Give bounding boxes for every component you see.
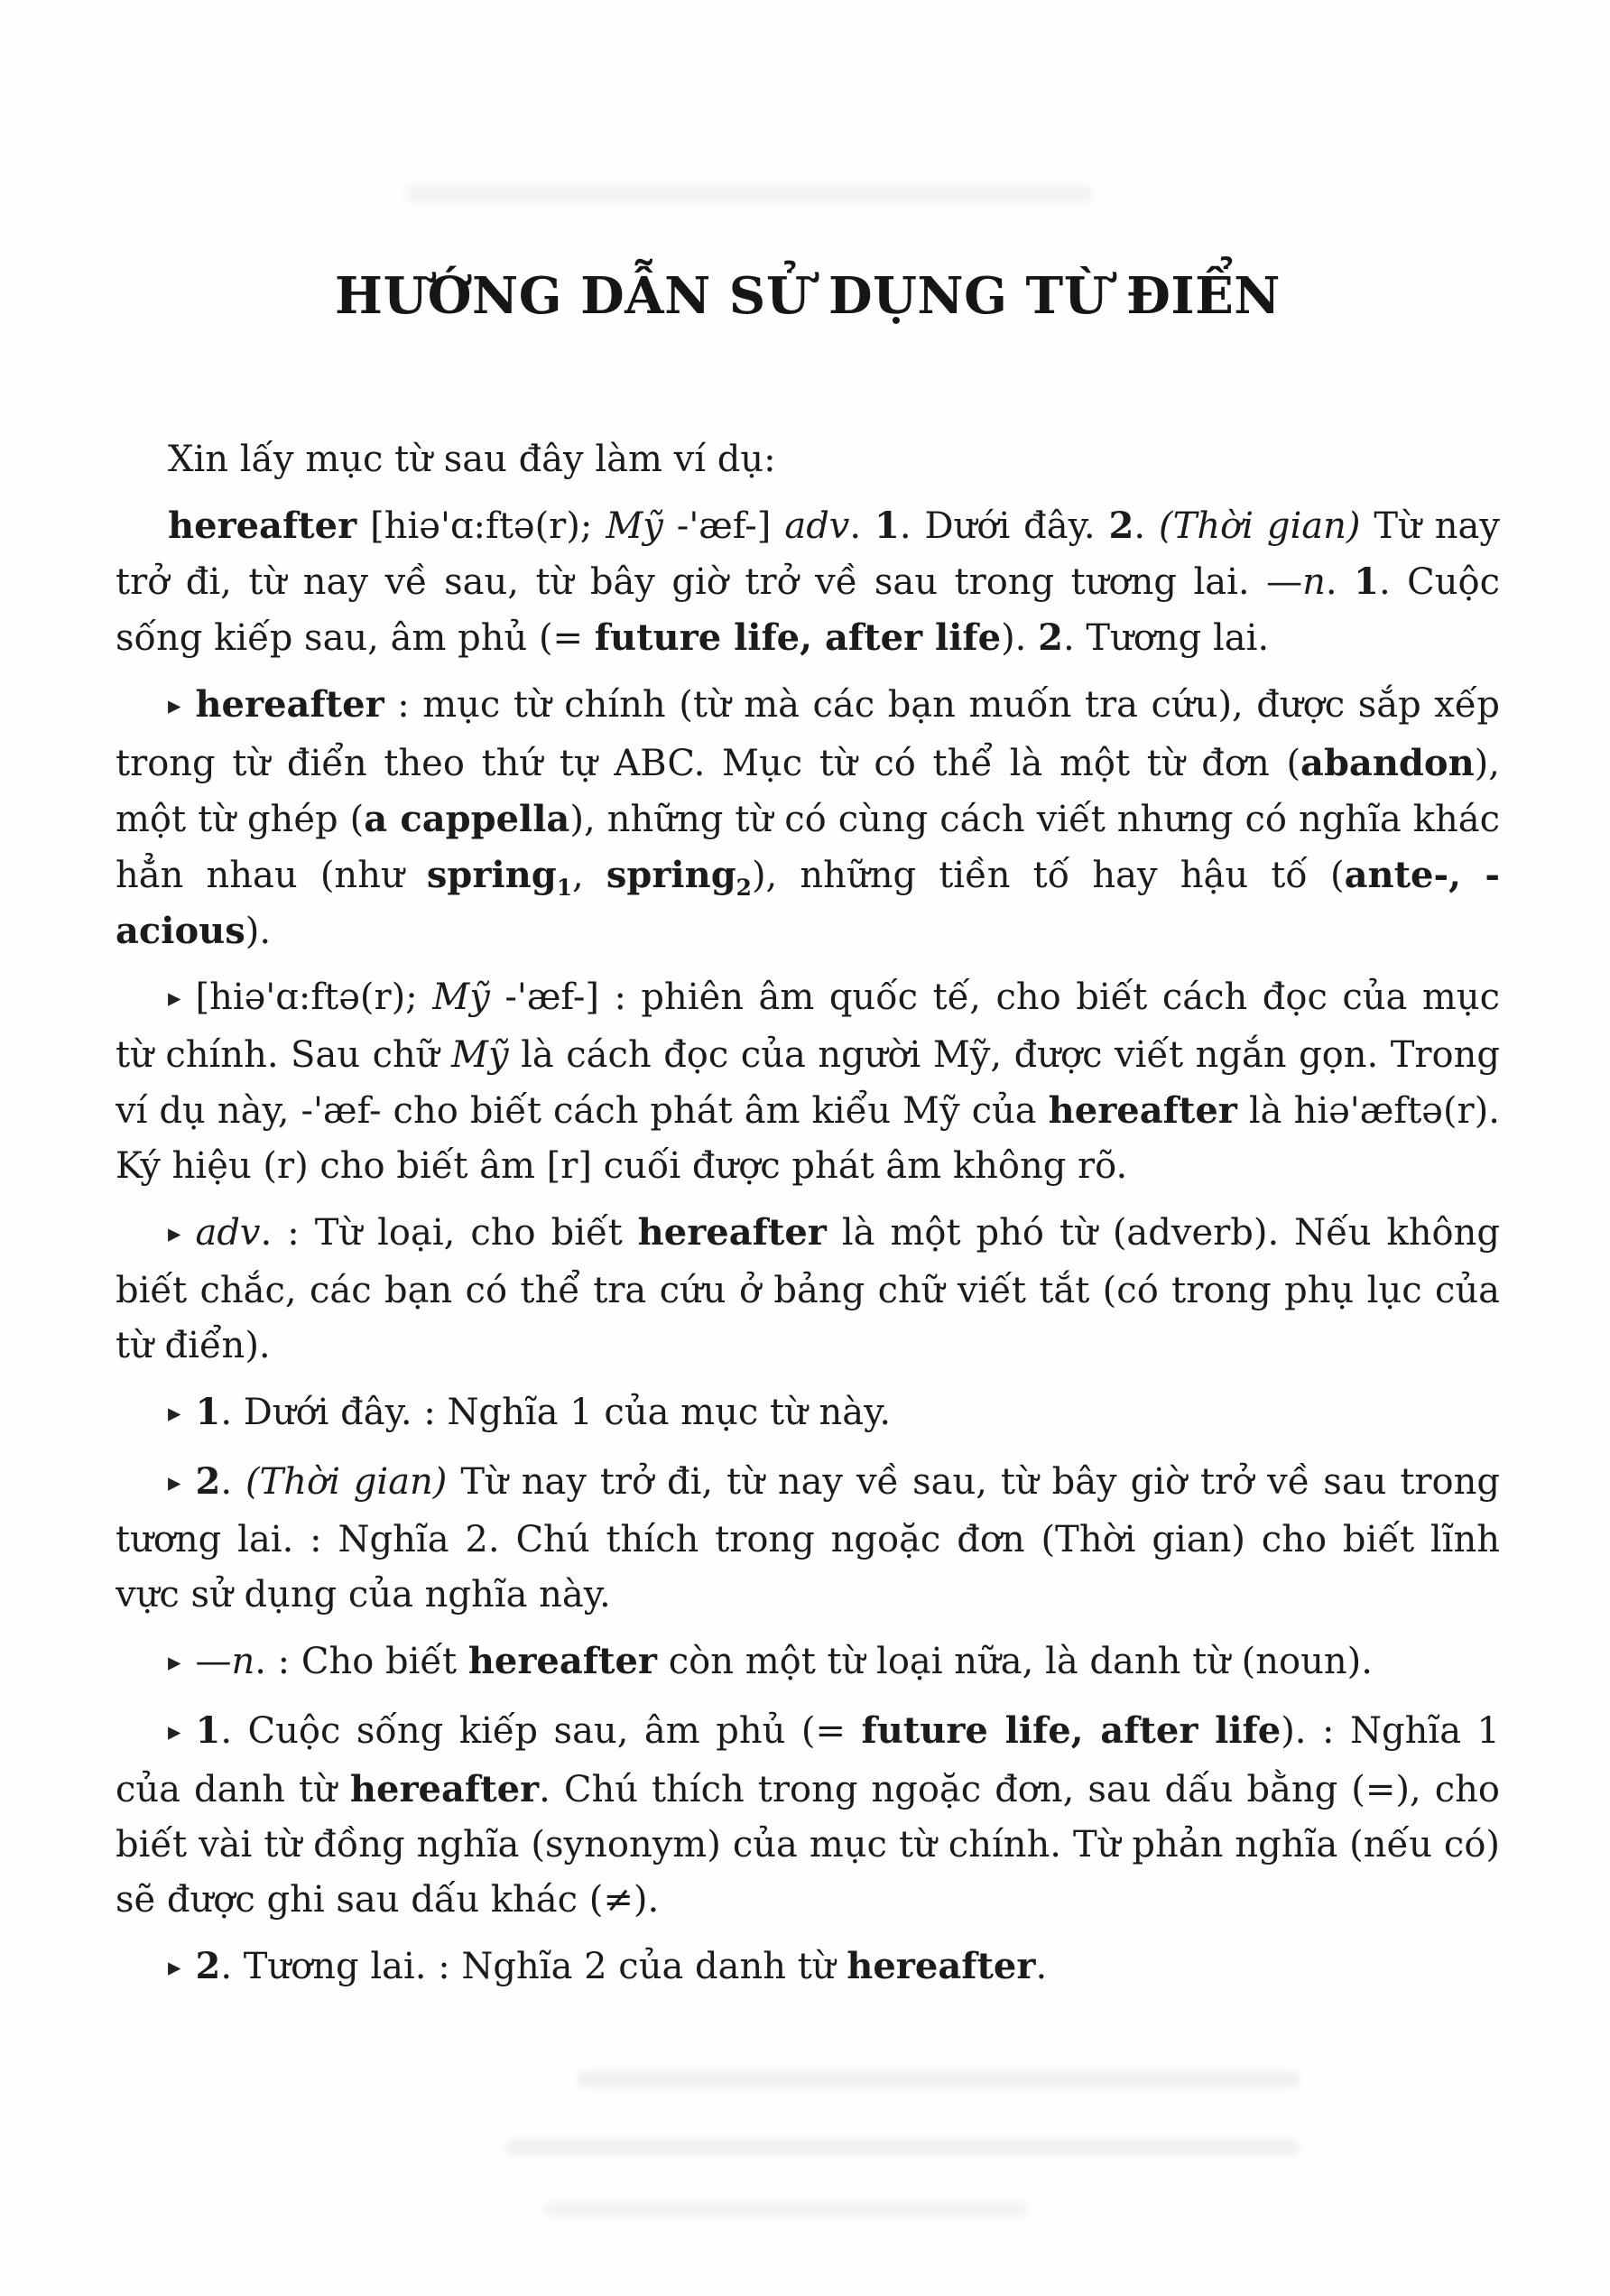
arrow-bullet-icon: ▸ (168, 982, 181, 1013)
text-run: abandon (1300, 742, 1475, 784)
text-run: — (195, 1641, 232, 1682)
subscript: 2 (736, 875, 752, 901)
text-run: n (1302, 561, 1326, 603)
text-run: Từ nay trở đi, từ nay về sau, từ bây giờ trở về sau trong tương lai. — (116, 505, 1500, 603)
bullet-paragraph (116, 677, 1500, 959)
text-run: ante-, -acious (116, 854, 1501, 952)
text-run: [hiə'ɑ:ftə(r); (356, 505, 606, 547)
arrow-bullet-icon: ▸ (168, 1646, 181, 1677)
text-run: a cappella (364, 798, 570, 840)
text-run: 1 (195, 1709, 221, 1752)
text-run: 2 (195, 1460, 221, 1503)
text-run: future life, after life (594, 616, 1002, 659)
arrow-bullet-icon: ▸ (168, 690, 181, 720)
arrow-bullet-icon: ▸ (168, 1397, 181, 1428)
text-run: future life, after life (861, 1709, 1282, 1752)
paragraph (116, 432, 1500, 487)
text-run: . (1133, 505, 1160, 547)
bullet-paragraph (116, 970, 1500, 1194)
text-run: n (231, 1641, 255, 1682)
text-run: còn một từ loại nữa, là danh từ (noun). (657, 1641, 1373, 1682)
bleed-through-smudge (406, 185, 1092, 203)
text-run: Mỹ (451, 1034, 509, 1076)
text-run: . Dưới đây. : Nghĩa 1 của mục từ này. (220, 1392, 892, 1433)
text-run: . : Từ loại, cho biết (260, 1212, 638, 1254)
text-run: . (220, 1461, 245, 1503)
text-run: 2 (195, 1945, 221, 1987)
text-run: ), những tiền tố hay hậu tố ( (751, 855, 1345, 896)
page-content (116, 266, 1500, 2008)
text-run: hereafter (1048, 1089, 1237, 1132)
text-run: adv (195, 1212, 261, 1254)
text-run: ), những từ có cùng cách viết nhưng có nghĩa khác hẳn nhau (như (116, 799, 1501, 896)
bullet-paragraph (116, 1205, 1500, 1374)
text-run: hereafter (847, 1945, 1036, 1987)
text-run: . (849, 505, 875, 547)
text-run: [hiə'ɑ:ftə(r); (195, 977, 433, 1018)
text-run: adv (784, 505, 850, 547)
text-run: ). (1001, 617, 1039, 659)
text-run: Từ nay trở đi, từ nay về sau, từ bây giờ trở về sau trong tương lai. : Nghĩa 2. Chú thích trong ngoặc đơn (Thời gian) cho biết lĩnh vực sử dụng của nghĩa này. (116, 1461, 1501, 1616)
text-run: . : Cho biết (254, 1641, 468, 1682)
page-title: HƯỚNG DẪN SỬ DỤNG TỪ ĐIỂN (335, 266, 1281, 326)
text-run: 2 (1038, 616, 1063, 659)
text-run: 1 (874, 505, 900, 547)
text-run: , (571, 855, 606, 896)
bleed-through-smudge (578, 2071, 1300, 2088)
bleed-through-smudge (505, 2139, 1300, 2155)
text-run: ). (245, 911, 272, 952)
arrow-bullet-icon: ▸ (168, 1467, 181, 1497)
bleed-through-smudge (541, 2202, 1029, 2217)
text-run: hereafter (467, 1640, 658, 1682)
text-run: Mỹ (606, 505, 663, 547)
text-run: -'æf-] : phiên âm quốc tế, cho biết cách đọc của mục từ chính. Sau chữ (116, 977, 1500, 1076)
text-run: (Thời gian) (1159, 505, 1361, 547)
text-run: là cách đọc của người Mỹ, được viết ngắn gọn. Trong ví dụ này, -'æf- cho biết cách phát âm kiểu Mỹ của (116, 1034, 1501, 1132)
text-run: . Dưới đây. (899, 505, 1109, 547)
arrow-bullet-icon: ▸ (168, 1716, 181, 1746)
paragraphs (116, 432, 1500, 1997)
text-run: hereafter (637, 1211, 827, 1254)
text-run: ). : Nghĩa 1 của danh từ (116, 1710, 1501, 1810)
text-run: (Thời gian) (245, 1461, 448, 1503)
text-run: 2 (1108, 505, 1134, 547)
text-run: hereafter (349, 1768, 540, 1810)
arrow-bullet-icon: ▸ (168, 1217, 181, 1248)
text-run: -'æf-] (662, 505, 785, 547)
text-run: . (1325, 561, 1355, 603)
text-run: . (1035, 1946, 1048, 1987)
bullet-paragraph (116, 1384, 1500, 1443)
text-run: ), một từ ghép ( (116, 743, 1500, 840)
text-run: 1 (1354, 560, 1379, 603)
text-run: . Cuộc sống kiếp sau, âm phủ (= (116, 561, 1501, 659)
bullet-paragraph (116, 1703, 1500, 1928)
text-run: 1 (195, 1391, 221, 1433)
text-run: : mục từ chính (từ mà các bạn muốn tra cứu), được sắp xếp trong từ điển theo thứ tự ABC. Mục từ có thể là một từ đơn ( (116, 684, 1500, 784)
text-run: spring (606, 854, 736, 896)
text-run: . Tương lai. : Nghĩa 2 của danh từ (220, 1946, 847, 1987)
text-run: hereafter (195, 683, 384, 726)
arrow-bullet-icon: ▸ (168, 1951, 181, 1982)
subscript: 1 (556, 875, 572, 901)
bullet-paragraph (116, 1939, 1500, 1997)
text-run: là hiə'æftə(r). Ký hiệu (r) cho biết âm [r] cuối được phát âm không rõ. (116, 1090, 1500, 1187)
text-run: . Cuộc sống kiếp sau, âm phủ (= (220, 1710, 862, 1752)
bullet-paragraph (116, 1454, 1500, 1623)
text-run: hereafter (168, 505, 357, 547)
text-run: Xin lấy mục từ sau đây làm ví dụ: (168, 439, 776, 480)
text-run: . Tương lai. (1062, 617, 1270, 659)
paragraph (116, 498, 1500, 666)
text-run: là một phó từ (adverb). Nếu không biết chắc, các bạn có thể tra cứu ở bảng chữ viết tắt (có trong phụ lục của từ điển). (116, 1212, 1500, 1366)
text-run: spring (426, 854, 557, 896)
text-run: . Chú thích trong ngoặc đơn, sau dấu bằng (=), cho biết vài từ đồng nghĩa (synonym) của mục từ chính. Từ phản nghĩa (nếu có) sẽ được ghi sau dấu khác (≠). (116, 1769, 1500, 1921)
text-run: Mỹ (432, 977, 490, 1018)
bullet-paragraph (116, 1634, 1500, 1692)
